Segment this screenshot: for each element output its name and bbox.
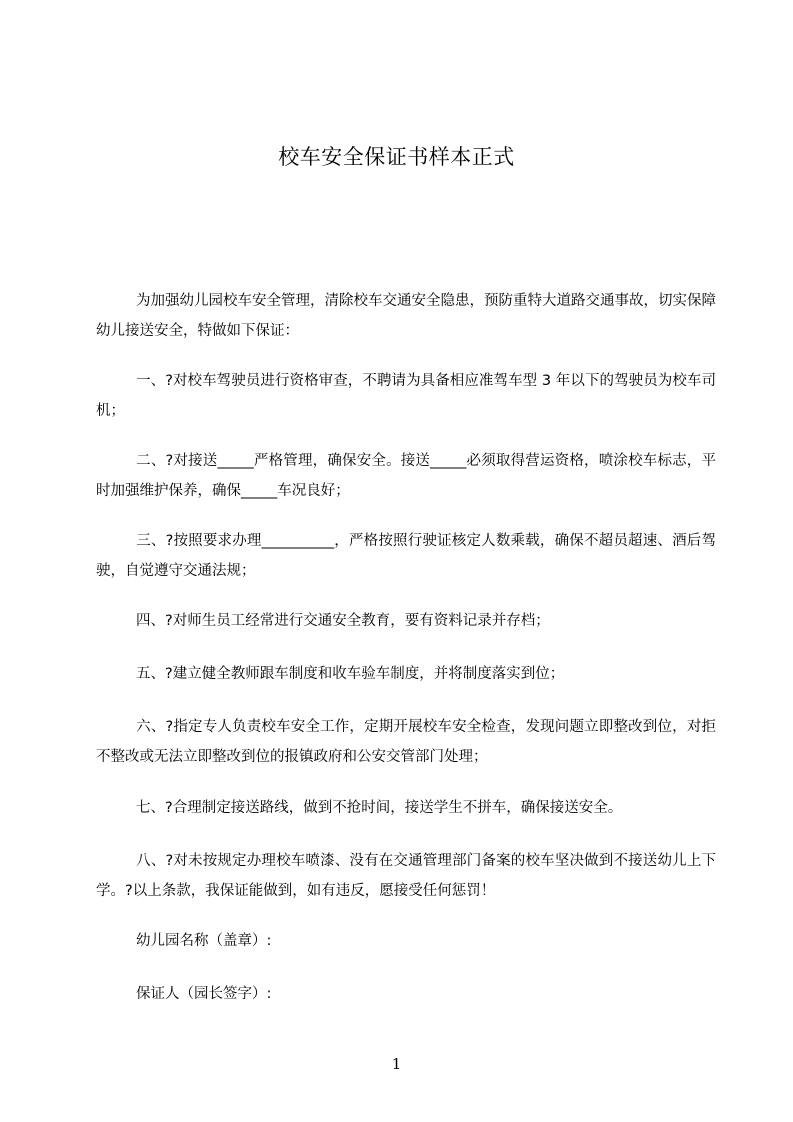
item-text-8: 八、?对未按规定办理校车喷漆、没有在交通管理部门备案的校车坚决做到不接送幼儿上下学。?以上条款，我保证能做到，如有违反，愿接受任何惩罚！ [96, 853, 716, 899]
item-text-7: 七、?合理制定接送路线，做到不抢时间，接送学生不拼车，确保接送安全。 [136, 800, 623, 816]
item-paragraph-3 [96, 526, 716, 586]
item-paragraph-6 [96, 712, 716, 772]
item-text-3: 三、?按照要求办理__________，严格按照行驶证核定人数乘载，确保不超员超速、酒后驾驶，自觉遵守交通法规； [96, 533, 716, 579]
kindergarten-name-label: 幼儿园名称（盖章）: [136, 933, 272, 949]
item-paragraph-7 [96, 793, 716, 823]
item-text-2: 二、?对接送_____严格管理，确保安全。接送_____必须取得营运资格，喷涂校车标志，平时加强维护保养，确保_____车况良好； [96, 453, 716, 499]
item-text-6: 六、?指定专人负责校车安全工作，定期开展校车安全检查，发现问题立即整改到位，对拒不整改或无法立即整改到位的报镇政府和公安交管部门处理； [96, 719, 716, 765]
item-paragraph-8 [96, 846, 716, 906]
item-paragraph-1 [96, 366, 716, 426]
intro-paragraph [96, 286, 716, 346]
intro-text: 为加强幼儿园校车安全管理，清除校车交通安全隐患，预防重特大道路交通事故，切实保障幼儿接送安全，特做如下保证： [96, 293, 716, 339]
item-text-5: 五、?建立健全教师跟车制度和收车验车制度，并将制度落实到位； [136, 666, 565, 682]
item-paragraph-2 [96, 446, 716, 506]
document-title: 校车安全保证书样本正式 [278, 145, 515, 169]
item-text-1: 一、?对校车驾驶员进行资格审查，不聘请为具备相应准驾车型 3 年以下的驾驶员为校车司机； [96, 373, 716, 419]
item-paragraph-4 [96, 606, 716, 636]
item-paragraph-5 [96, 659, 716, 689]
guarantor-signature-label: 保证人（园长签字）: [136, 986, 272, 1002]
item-text-4: 四、?对师生员工经常进行交通安全教育，要有资料记录并存档； [136, 613, 550, 629]
page-number: 1 [391, 1055, 402, 1073]
